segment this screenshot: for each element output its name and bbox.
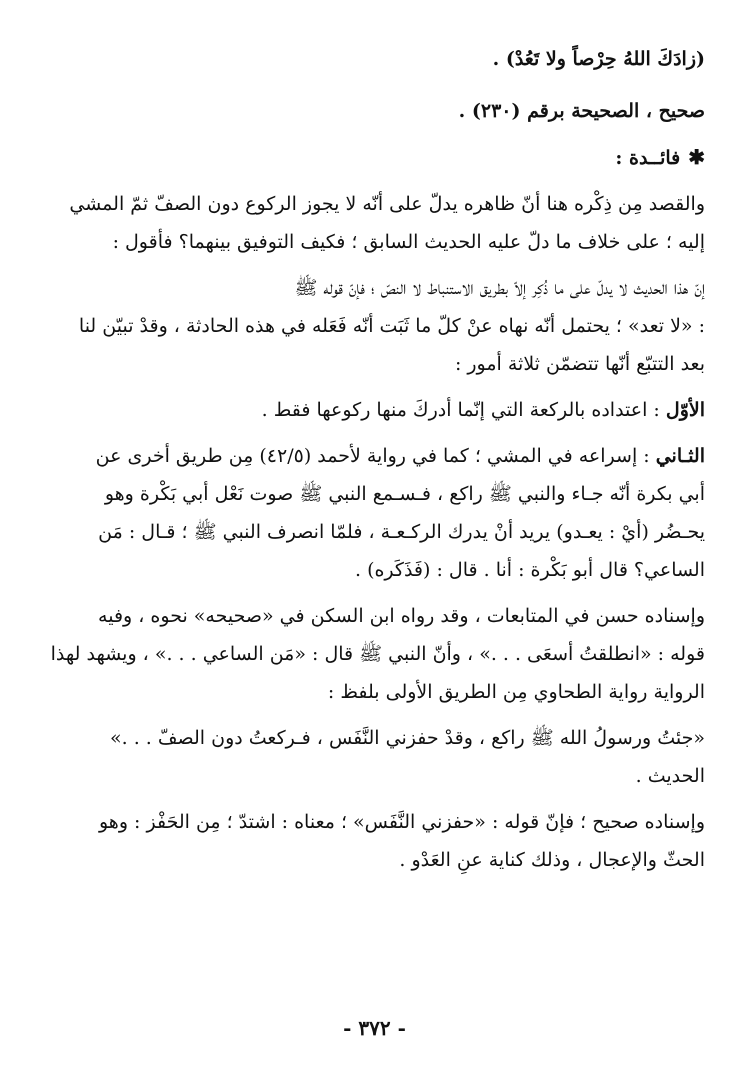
paragraph-isnad <box>42 597 705 711</box>
fawaid-heading <box>42 138 705 177</box>
point-first <box>42 391 705 429</box>
hadith-text: (زادَكَ اللهُ حِرْصاً ولا تَعُدْ) . <box>492 48 705 70</box>
paragraph-line: إليه ؛ على خلاف ما دلّ عليه الحديث السابق ؛ فكيف التوفيق بينهما؟ فأقول : <box>112 231 705 253</box>
paragraph-line: الساعي؟ قال أبو بَكْرة : أنا . قال : (فَذَكَره) . <box>354 559 705 581</box>
paragraph-answer <box>42 269 705 383</box>
grading-line <box>42 92 705 130</box>
grading-text: صحيح ، الصحيحة برقم (٢٣٠) . <box>458 100 705 122</box>
paragraph-line: بعد التتبّع أنّها تتضمّن ثلاثة أمور : <box>454 353 705 375</box>
page-number: - ٣٧٢ - <box>343 1016 406 1040</box>
point-first-label: الأوّل <box>665 399 705 421</box>
paragraph-line: يحـضُر (أيْ : يعـدو) يريد أنْ يدرك الركـعـة ، فلمّا انصرف النبي ﷺ ؛ قـال : مَن <box>98 521 705 543</box>
paragraph-line: : إسراعه في المشي ؛ كما في رواية لأحمد (٤٢/٥) مِن طريق أخرى عن <box>95 445 650 467</box>
paragraph-line: : «لا تعد» ؛ يحتمل أنّه نهاه عنْ كلّ ما ثَبَت أنّه فَعَله في هذه الحادثة ، وقدْ تبيّن لنا <box>78 315 705 337</box>
paragraph-line: أبي بكرة أنّه جـاء والنبي ﷺ راكع ، فـسـمع النبي ﷺ صوت نَعْل أبي بَكْرة وهو <box>104 483 705 505</box>
asterisk-icon: ✱ <box>688 145 705 169</box>
point-second-label: الثـاني <box>655 445 705 467</box>
paragraph-line: الحثّ والإعجال ، وذلك كناية عنِ العَدْو . <box>399 849 705 871</box>
paragraph-line: والقصد مِن ذِكْره هنا أنّ ظاهره يدلّ على أنّه لا يجوز الركوع دون الصفّ ثمّ المشي <box>69 193 705 215</box>
quote-line: «جئتُ ورسولُ الله ﷺ راكع ، وقدْ حفزني النَّفَس ، فـركعتُ دون الصفّ . . .» <box>110 727 705 749</box>
paragraph-line: إنّ هذا الحديث لا يدلّ على ما ذُكِر إلاّ بطريق الاستنباط لا النصّ ؛ فإنّ قوله ﷺ <box>294 277 705 299</box>
paragraph-line: وإسناده صحيح ؛ فإنّ قوله : «حفزني النَّفَس» ؛ معناه : اشتدّ ؛ مِن الحَفْز : وهو <box>98 811 705 833</box>
paragraph-intro <box>42 185 705 261</box>
paragraph-line: الرواية رواية الطحاوي مِن الطريق الأولى بلفظ : <box>327 681 705 703</box>
quote-block <box>42 719 705 795</box>
paragraph-line: وإسناده حسن في المتابعات ، وقد رواه ابن السكن في «صحيحه» نحوه ، وفيه <box>98 605 705 627</box>
point-second <box>42 437 705 589</box>
paragraph-line: قوله : «انطلقتُ أسعَى . . .» ، وأنّ النبي ﷺ قال : «مَن الساعي . . .» ، ويشهد لهذا <box>50 643 705 665</box>
quote-line: الحديث . <box>635 765 705 787</box>
point-first-text: : اعتداده بالركعة التي إنّما أدركَ منها ركوعها فقط . <box>261 399 660 421</box>
fawaid-heading-text: فائــدة : <box>615 147 681 169</box>
paragraph-explanation <box>42 803 705 879</box>
hadith-line <box>42 40 705 78</box>
